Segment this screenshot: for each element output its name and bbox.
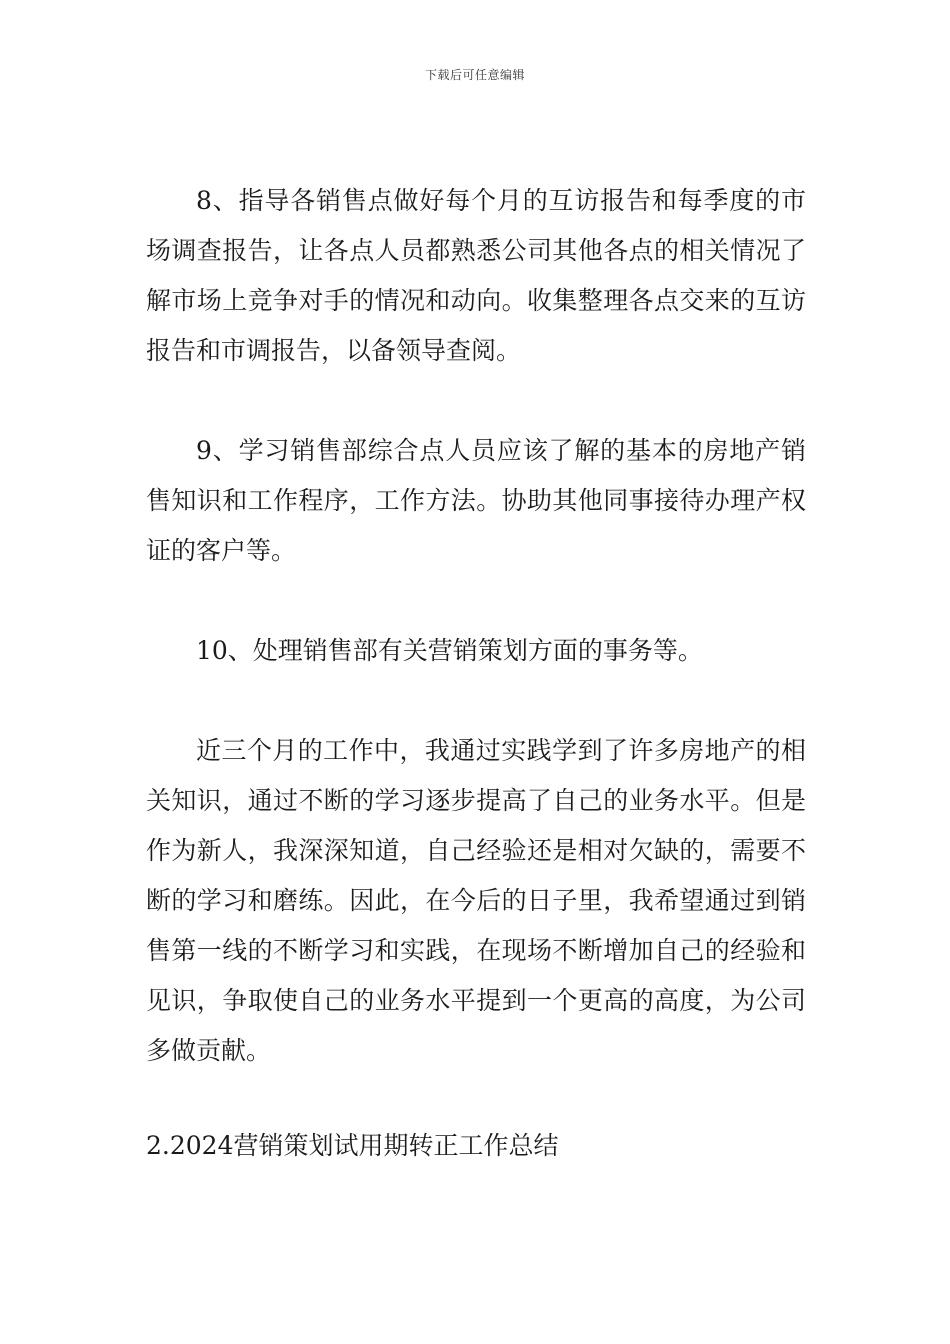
header-note: 下载后可任意编辑 [424,68,525,82]
paragraph-item-10: 10、处理销售部有关营销策划方面的事务等。 [196,636,703,665]
paragraph-summary: 近三个月的工作中，我通过实践学到了许多房地产的相关知识，通过不断的学习逐步提高了自己的业务水平。但是作为新人，我深深知道，自己经验还是相对欠缺的，需要不断的学习和磨练。因此，在今后的日子里，我希望通过到销售第一线的不断学习和实践，在现场不断增加自己的经验和见识，争取使自己的业务水平提到一个更高的高度，为公司多做贡献。 [146,736,806,1065]
section-heading: 2.2024营销策划试用期转正工作总结 [146,1131,559,1160]
paragraph-item-9: 9、学习销售部综合点人员应该了解的基本的房地产销售知识和工作程序，工作方法。协助其他同事接待办理产权证的客户等。 [146,436,806,565]
document-body [146,176,806,1171]
paragraph-item-8: 8、指导各销售点做好每个月的互访报告和每季度的市场调查报告，让各点人员都熟悉公司其他各点的相关情况了解市场上竞争对手的情况和动向。收集整理各点交来的互访报告和市调报告，以备领导查阅。 [146,186,806,365]
